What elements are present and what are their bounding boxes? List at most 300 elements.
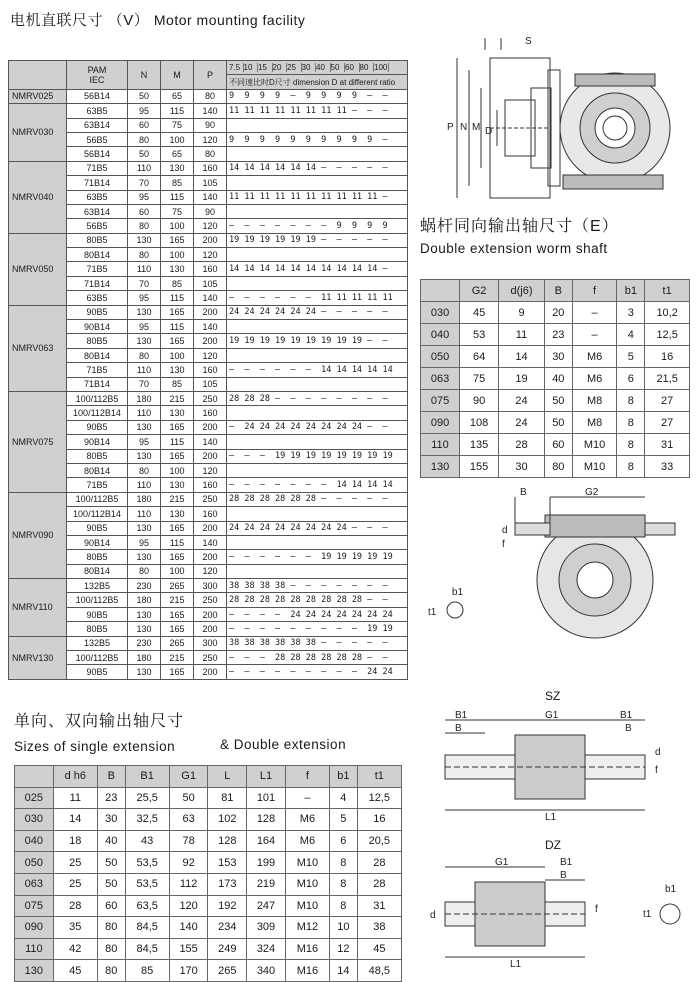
table-cell: M10 bbox=[285, 873, 329, 895]
table-cell: 80 bbox=[97, 917, 125, 939]
table-cell: 249 bbox=[208, 938, 247, 960]
cell-iec: 90B5 bbox=[67, 305, 128, 319]
cell-m: 265 bbox=[161, 579, 194, 593]
col-header: b1 bbox=[330, 766, 358, 788]
table-cell: 31 bbox=[645, 434, 690, 456]
cell-dimension-d: – – – – – – – – – 24 24 bbox=[227, 665, 408, 679]
table-cell: 20,5 bbox=[357, 830, 401, 852]
cell-n: 110 bbox=[128, 161, 161, 175]
table-row bbox=[9, 391, 408, 405]
label-s: S bbox=[525, 36, 532, 47]
cell-p: 160 bbox=[194, 406, 227, 420]
dz-label-d: d bbox=[430, 910, 436, 921]
table-cell: 8 bbox=[330, 873, 358, 895]
table-cell: 3 bbox=[617, 302, 645, 324]
table-row bbox=[9, 348, 408, 362]
ratio-header: 15 bbox=[258, 63, 273, 72]
cell-p: 105 bbox=[194, 377, 227, 391]
table-cell: 040 bbox=[421, 324, 460, 346]
cell-dimension-d bbox=[227, 320, 408, 334]
table-cell: 4 bbox=[617, 324, 645, 346]
col-header: t1 bbox=[645, 280, 690, 302]
cell-dimension-d: – – – 28 28 28 28 28 28 – – bbox=[227, 651, 408, 665]
cell-m: 165 bbox=[161, 622, 194, 636]
cell-p: 250 bbox=[194, 492, 227, 506]
table-cell: M16 bbox=[285, 938, 329, 960]
cell-dimension-d bbox=[227, 348, 408, 362]
cell-p: 200 bbox=[194, 550, 227, 564]
cell-dimension-d: 24 24 24 24 24 24 24 24 – – – bbox=[227, 521, 408, 535]
cell-n: 130 bbox=[128, 420, 161, 434]
table-row bbox=[9, 204, 408, 218]
table-row bbox=[9, 636, 408, 650]
cell-p: 80 bbox=[194, 147, 227, 161]
cell-p: 200 bbox=[194, 622, 227, 636]
table-cell: 101 bbox=[247, 787, 286, 809]
table-cell: – bbox=[285, 787, 329, 809]
table-cell: 247 bbox=[247, 895, 286, 917]
dz-label-b1-key: b1 bbox=[665, 884, 677, 895]
model-name: NMRV090 bbox=[9, 492, 67, 578]
cell-m: 85 bbox=[161, 176, 194, 190]
cell-n: 130 bbox=[128, 521, 161, 535]
cell-n: 110 bbox=[128, 363, 161, 377]
table-cell: 18 bbox=[53, 830, 97, 852]
cell-m: 265 bbox=[161, 636, 194, 650]
table-cell: 219 bbox=[247, 873, 286, 895]
table-row bbox=[15, 809, 402, 831]
cell-dimension-d: 28 28 28 28 28 28 28 28 28 – – bbox=[227, 593, 408, 607]
cell-p: 105 bbox=[194, 176, 227, 190]
table-cell: 6 bbox=[617, 368, 645, 390]
ratio-header: 50 bbox=[331, 63, 346, 72]
table-cell: 48,5 bbox=[357, 960, 401, 982]
table-cell: 10,2 bbox=[645, 302, 690, 324]
table-cell: 25 bbox=[53, 852, 97, 874]
cell-iec: 90B5 bbox=[67, 420, 128, 434]
cell-iec: 56B14 bbox=[67, 89, 128, 103]
cell-iec: 71B14 bbox=[67, 377, 128, 391]
table-cell: 075 bbox=[421, 390, 460, 412]
cell-n: 60 bbox=[128, 204, 161, 218]
table-row bbox=[15, 787, 402, 809]
table-cell: 43 bbox=[125, 830, 169, 852]
table-cell: 27 bbox=[645, 412, 690, 434]
cell-iec: 63B14 bbox=[67, 118, 128, 132]
cell-dimension-d bbox=[227, 204, 408, 218]
table-cell: 45 bbox=[460, 302, 499, 324]
table-row bbox=[421, 302, 690, 324]
table-cell: M12 bbox=[285, 917, 329, 939]
table-cell: 53,5 bbox=[125, 873, 169, 895]
cell-iec: 63B5 bbox=[67, 190, 128, 204]
table-row bbox=[9, 377, 408, 391]
dz-label-f: f bbox=[595, 904, 598, 915]
col-p: P bbox=[194, 61, 227, 90]
table-row bbox=[9, 276, 408, 290]
table-cell: – bbox=[572, 324, 617, 346]
cell-m: 165 bbox=[161, 521, 194, 535]
table-row bbox=[9, 219, 408, 233]
cell-p: 250 bbox=[194, 593, 227, 607]
table-cell: 28 bbox=[53, 895, 97, 917]
table-cell: M6 bbox=[285, 809, 329, 831]
cell-p: 120 bbox=[194, 132, 227, 146]
e-label-d: d bbox=[502, 525, 508, 536]
cell-n: 180 bbox=[128, 651, 161, 665]
model-name: NMRV025 bbox=[9, 89, 67, 103]
cell-n: 130 bbox=[128, 550, 161, 564]
cell-n: 130 bbox=[128, 607, 161, 621]
cell-iec: 80B14 bbox=[67, 248, 128, 262]
cell-dimension-d bbox=[227, 147, 408, 161]
cell-n: 50 bbox=[128, 147, 161, 161]
sz-label-g1: G1 bbox=[545, 710, 559, 721]
table-cell: 14 bbox=[330, 960, 358, 982]
cell-p: 300 bbox=[194, 579, 227, 593]
cell-n: 130 bbox=[128, 449, 161, 463]
cell-p: 160 bbox=[194, 161, 227, 175]
table-row bbox=[15, 917, 402, 939]
cell-iec: 80B14 bbox=[67, 348, 128, 362]
model-name: NMRV030 bbox=[9, 104, 67, 162]
cell-m: 65 bbox=[161, 147, 194, 161]
cell-m: 215 bbox=[161, 593, 194, 607]
dz-label-g1: G1 bbox=[495, 857, 509, 868]
table-cell: M10 bbox=[285, 895, 329, 917]
cell-dimension-d: – – – – – – 19 19 19 19 19 bbox=[227, 550, 408, 564]
table-row bbox=[9, 435, 408, 449]
table-cell: 50 bbox=[169, 787, 208, 809]
table-cell: 040 bbox=[15, 830, 54, 852]
cell-iec: 90B5 bbox=[67, 607, 128, 621]
table-cell: 8 bbox=[330, 852, 358, 874]
cell-dimension-d: – – – – – – – – – 19 19 bbox=[227, 622, 408, 636]
table-cell: 4 bbox=[330, 787, 358, 809]
cell-m: 130 bbox=[161, 478, 194, 492]
table-cell: 63 bbox=[169, 809, 208, 831]
col-header: L bbox=[208, 766, 247, 788]
cell-p: 140 bbox=[194, 104, 227, 118]
table-cell: 28 bbox=[499, 434, 545, 456]
sz-label-b1-left: B1 bbox=[455, 710, 468, 721]
cell-dimension-d: 19 19 19 19 19 19 19 19 19 – – bbox=[227, 334, 408, 348]
table-cell: 12,5 bbox=[645, 324, 690, 346]
cell-iec: 63B5 bbox=[67, 291, 128, 305]
cell-iec: 90B5 bbox=[67, 665, 128, 679]
table-row bbox=[9, 406, 408, 420]
cell-p: 250 bbox=[194, 391, 227, 405]
cell-p: 140 bbox=[194, 291, 227, 305]
cell-dimension-d: – – – – – – 14 14 14 14 14 bbox=[227, 363, 408, 377]
table-cell: 135 bbox=[460, 434, 499, 456]
table-cell: 60 bbox=[544, 434, 572, 456]
cell-dimension-d: 14 14 14 14 14 14 14 14 14 14 – bbox=[227, 262, 408, 276]
table-cell: M10 bbox=[285, 852, 329, 874]
table-cell: 8 bbox=[330, 895, 358, 917]
cell-p: 160 bbox=[194, 478, 227, 492]
cell-m: 165 bbox=[161, 420, 194, 434]
cell-m: 100 bbox=[161, 219, 194, 233]
cell-n: 70 bbox=[128, 176, 161, 190]
cell-m: 165 bbox=[161, 607, 194, 621]
cell-m: 130 bbox=[161, 406, 194, 420]
table-row bbox=[9, 607, 408, 621]
table-cell: 42 bbox=[53, 938, 97, 960]
cell-dimension-d: – – – – – – 11 11 11 11 11 bbox=[227, 291, 408, 305]
table-cell: 050 bbox=[421, 346, 460, 368]
col-header: f bbox=[285, 766, 329, 788]
table-row bbox=[9, 104, 408, 118]
cell-m: 165 bbox=[161, 550, 194, 564]
table-row bbox=[9, 320, 408, 334]
cell-p: 140 bbox=[194, 435, 227, 449]
col-header bbox=[15, 766, 54, 788]
cell-m: 100 bbox=[161, 564, 194, 578]
table-cell: 80 bbox=[544, 456, 572, 478]
cell-n: 80 bbox=[128, 219, 161, 233]
cell-n: 70 bbox=[128, 276, 161, 290]
table-row bbox=[9, 89, 408, 103]
cell-p: 90 bbox=[194, 204, 227, 218]
table-cell: M6 bbox=[572, 346, 617, 368]
cell-dimension-d bbox=[227, 564, 408, 578]
table-cell: 170 bbox=[169, 960, 208, 982]
cell-n: 110 bbox=[128, 406, 161, 420]
table-cell: M8 bbox=[572, 412, 617, 434]
cell-dimension-d: 19 19 19 19 19 19 – – – – – bbox=[227, 233, 408, 247]
cell-dimension-d: – – – – – – – 9 9 9 9 bbox=[227, 219, 408, 233]
ratio-header: 20 bbox=[273, 63, 288, 72]
table-row bbox=[15, 938, 402, 960]
table-row bbox=[9, 190, 408, 204]
sz-label-l1: L1 bbox=[545, 812, 557, 823]
cell-iec: 100/112B5 bbox=[67, 593, 128, 607]
col-header bbox=[421, 280, 460, 302]
dz-label-l1: L1 bbox=[510, 959, 522, 970]
cell-p: 105 bbox=[194, 276, 227, 290]
table-cell: 12 bbox=[330, 938, 358, 960]
cell-dimension-d bbox=[227, 118, 408, 132]
cell-p: 160 bbox=[194, 363, 227, 377]
cell-iec: 100/112B14 bbox=[67, 406, 128, 420]
table-row bbox=[9, 550, 408, 564]
cell-dimension-d: – 24 24 24 24 24 24 24 24 – – bbox=[227, 420, 408, 434]
cell-n: 95 bbox=[128, 320, 161, 334]
sz-shaft-drawing bbox=[425, 705, 695, 825]
table-row bbox=[9, 305, 408, 319]
cell-dimension-d: 11 11 11 11 11 11 11 11 – – – bbox=[227, 104, 408, 118]
cell-dimension-d: 9 9 9 9 – 9 9 9 9 – – bbox=[227, 89, 408, 103]
table-row bbox=[15, 873, 402, 895]
table-cell: 130 bbox=[421, 456, 460, 478]
cell-m: 165 bbox=[161, 305, 194, 319]
table-cell: 28 bbox=[357, 873, 401, 895]
sizes-section-subtitle-2: & Double extension bbox=[220, 737, 347, 752]
e-label-t1: t1 bbox=[428, 607, 437, 618]
table-cell: 234 bbox=[208, 917, 247, 939]
table-cell: 155 bbox=[169, 938, 208, 960]
cell-p: 300 bbox=[194, 636, 227, 650]
cell-iec: 80B5 bbox=[67, 550, 128, 564]
output-shaft-sizes-table bbox=[14, 765, 402, 982]
cell-dimension-d bbox=[227, 535, 408, 549]
table-cell: 090 bbox=[15, 917, 54, 939]
cell-p: 200 bbox=[194, 449, 227, 463]
cell-m: 100 bbox=[161, 132, 194, 146]
cell-n: 80 bbox=[128, 132, 161, 146]
cell-p: 120 bbox=[194, 348, 227, 362]
table-row bbox=[9, 334, 408, 348]
cell-n: 95 bbox=[128, 104, 161, 118]
cell-iec: 90B14 bbox=[67, 320, 128, 334]
cell-n: 80 bbox=[128, 348, 161, 362]
title-en: Motor mounting facility bbox=[153, 12, 306, 28]
table-row bbox=[9, 622, 408, 636]
cell-n: 80 bbox=[128, 248, 161, 262]
table-cell: 20 bbox=[544, 302, 572, 324]
ratio-header: 100 bbox=[374, 63, 388, 73]
table-cell: 23 bbox=[544, 324, 572, 346]
dz-shaft-drawing bbox=[425, 852, 695, 970]
table-cell: 80 bbox=[97, 938, 125, 960]
dz-label-b1: B1 bbox=[560, 857, 573, 868]
table-row bbox=[421, 412, 690, 434]
cell-n: 70 bbox=[128, 377, 161, 391]
cell-p: 160 bbox=[194, 507, 227, 521]
cell-p: 250 bbox=[194, 651, 227, 665]
cell-iec: 80B5 bbox=[67, 233, 128, 247]
cell-dimension-d bbox=[227, 276, 408, 290]
table-row bbox=[421, 324, 690, 346]
cell-p: 200 bbox=[194, 607, 227, 621]
cell-dimension-d: 9 9 9 9 9 9 9 9 9 9 – bbox=[227, 132, 408, 146]
ratio-header: 25 bbox=[287, 63, 302, 72]
cell-m: 130 bbox=[161, 262, 194, 276]
table-cell: 063 bbox=[421, 368, 460, 390]
title-cn: 电机直联尺寸 bbox=[10, 12, 104, 29]
table-row bbox=[9, 132, 408, 146]
cell-p: 140 bbox=[194, 190, 227, 204]
cell-m: 100 bbox=[161, 248, 194, 262]
table-row bbox=[421, 346, 690, 368]
table-cell: M10 bbox=[572, 456, 617, 478]
e-label-f: f bbox=[502, 539, 505, 550]
title-code: （V） bbox=[107, 12, 150, 29]
sz-label-d: d bbox=[655, 747, 661, 758]
table-cell: 85 bbox=[125, 960, 169, 982]
table-cell: 53 bbox=[460, 324, 499, 346]
cell-iec: 90B14 bbox=[67, 435, 128, 449]
cell-iec: 132B5 bbox=[67, 579, 128, 593]
table-cell: 120 bbox=[169, 895, 208, 917]
label-p: P bbox=[447, 122, 454, 133]
model-name: NMRV063 bbox=[9, 305, 67, 391]
worm-section-subtitle: Double extension worm shaft bbox=[420, 241, 608, 256]
cell-dimension-d bbox=[227, 507, 408, 521]
table-cell: 84,5 bbox=[125, 917, 169, 939]
worm-shaft-table bbox=[420, 279, 690, 478]
sz-label-f: f bbox=[655, 765, 658, 776]
table-cell: 050 bbox=[15, 852, 54, 874]
table-cell: 38 bbox=[357, 917, 401, 939]
cell-m: 165 bbox=[161, 665, 194, 679]
cell-dimension-d bbox=[227, 248, 408, 262]
sizes-section-subtitle: Sizes of single extension bbox=[14, 739, 176, 754]
table-cell: 140 bbox=[169, 917, 208, 939]
table-row bbox=[421, 390, 690, 412]
cell-n: 230 bbox=[128, 636, 161, 650]
label-m: M bbox=[472, 122, 481, 133]
cell-m: 115 bbox=[161, 104, 194, 118]
table-cell: 63,5 bbox=[125, 895, 169, 917]
cell-m: 100 bbox=[161, 348, 194, 362]
cell-n: 95 bbox=[128, 190, 161, 204]
table-cell: M16 bbox=[285, 960, 329, 982]
cell-m: 165 bbox=[161, 334, 194, 348]
motor-flange-drawing bbox=[445, 30, 695, 200]
cell-p: 160 bbox=[194, 262, 227, 276]
table-cell: 16 bbox=[645, 346, 690, 368]
table-row bbox=[421, 434, 690, 456]
cell-m: 130 bbox=[161, 363, 194, 377]
cell-m: 165 bbox=[161, 233, 194, 247]
page-title bbox=[10, 9, 305, 30]
cell-n: 180 bbox=[128, 492, 161, 506]
table-cell: 153 bbox=[208, 852, 247, 874]
table-cell: 9 bbox=[499, 302, 545, 324]
table-cell: 030 bbox=[421, 302, 460, 324]
ratio-header: 60 bbox=[345, 63, 360, 72]
ratio-header: 80 bbox=[360, 63, 375, 72]
table-cell: 92 bbox=[169, 852, 208, 874]
table-row bbox=[9, 535, 408, 549]
table-cell: 075 bbox=[15, 895, 54, 917]
cell-n: 110 bbox=[128, 262, 161, 276]
table-cell: 11 bbox=[499, 324, 545, 346]
col-ratios bbox=[227, 61, 408, 75]
cell-iec: 100/112B5 bbox=[67, 651, 128, 665]
cell-n: 130 bbox=[128, 622, 161, 636]
ratio-header: 30 bbox=[302, 63, 317, 72]
cell-iec: 80B5 bbox=[67, 449, 128, 463]
table-row bbox=[421, 368, 690, 390]
table-cell: 33 bbox=[645, 456, 690, 478]
col-n: N bbox=[128, 61, 161, 90]
table-row bbox=[9, 463, 408, 477]
cell-p: 200 bbox=[194, 233, 227, 247]
table-cell: 309 bbox=[247, 917, 286, 939]
table-row bbox=[9, 176, 408, 190]
table-cell: 27 bbox=[645, 390, 690, 412]
table-row bbox=[9, 478, 408, 492]
sizes-section-title: 单向、双向输出轴尺寸 bbox=[14, 713, 185, 730]
cell-iec: 63B5 bbox=[67, 104, 128, 118]
table-row bbox=[15, 895, 402, 917]
cell-dimension-d: 14 14 14 14 14 14 – – – – – bbox=[227, 161, 408, 175]
cell-n: 95 bbox=[128, 535, 161, 549]
table-row bbox=[9, 579, 408, 593]
cell-dimension-d: – – – – 24 24 24 24 24 24 24 bbox=[227, 607, 408, 621]
e-label-b1: b1 bbox=[452, 587, 464, 598]
table-cell: 40 bbox=[97, 830, 125, 852]
cell-iec: 56B14 bbox=[67, 147, 128, 161]
dz-title: DZ bbox=[545, 838, 561, 852]
table-cell: M10 bbox=[572, 434, 617, 456]
table-cell: 340 bbox=[247, 960, 286, 982]
cell-n: 60 bbox=[128, 118, 161, 132]
table-row bbox=[9, 291, 408, 305]
